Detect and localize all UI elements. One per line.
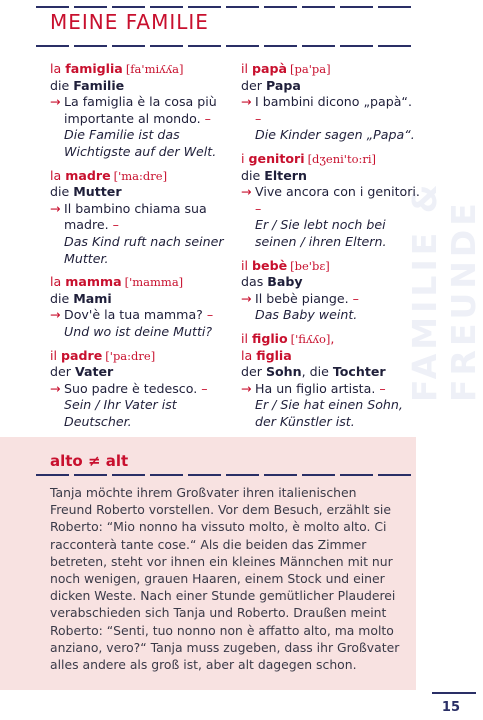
german-article: die: [50, 290, 74, 306]
italian-headword: [241, 61, 421, 78]
dash-separator: –: [204, 110, 211, 126]
italian-headword: [241, 151, 421, 168]
example-sentence: [241, 291, 421, 324]
separator: ,: [330, 330, 335, 346]
italian-word: papà: [252, 61, 288, 76]
chapter-side-label: FAMILIE & FREUNDE: [405, 180, 483, 402]
box-top-dash-rule: [36, 474, 416, 476]
german-word: Papa: [265, 77, 301, 93]
german-article: der: [50, 364, 75, 380]
german-translation: [50, 364, 230, 381]
vocab-entry: [241, 331, 421, 431]
example-sentence: [241, 381, 421, 431]
german-article: der: [241, 77, 266, 93]
italian-word: figlio: [252, 330, 288, 346]
german-article: die: [50, 77, 74, 93]
example-italian: Il bambino chiama sua madre.: [64, 200, 207, 233]
italian-article: il: [241, 330, 253, 346]
german-translation: [241, 274, 421, 291]
example-german: Die Familie ist das Wichtigste auf der Welt.: [64, 127, 217, 159]
dash-separator: –: [379, 380, 386, 396]
example-sentence: [241, 184, 421, 250]
vocab-entry: [241, 258, 421, 324]
italian-article: i: [241, 150, 249, 166]
example-italian: I bambini dicono „papà“.: [255, 94, 412, 110]
example-german: Die Kinder sagen „Papa“.: [255, 127, 415, 143]
example-german: Er / Sie lebt noch bei seinen / ihren Eltern.: [255, 217, 387, 249]
german-word: Baby: [267, 274, 303, 290]
box-title: alto ≠ alt: [50, 452, 129, 470]
ipa-pronunciation: [fa'miʎʎa]: [125, 62, 184, 76]
italian-article: la: [50, 274, 66, 290]
german-article: der: [241, 364, 266, 380]
german-translation: [241, 78, 421, 95]
german-word: Sohn: [265, 364, 302, 380]
german-translation: [50, 184, 230, 201]
italian-word: figlia: [256, 347, 292, 363]
italian-headword: [241, 331, 421, 348]
title-dash-rule: [36, 45, 416, 47]
german-word: Eltern: [264, 167, 307, 183]
german-word: Mutter: [73, 184, 122, 200]
italian-article: il: [50, 347, 62, 363]
dash-separator: –: [352, 290, 359, 306]
vocab-entry: [241, 151, 421, 251]
german-word: Mami: [73, 290, 112, 306]
german-translation: [241, 168, 421, 185]
german-translation: [241, 364, 421, 381]
italian-article: il: [241, 257, 253, 273]
german-word: Familie: [73, 77, 125, 93]
arrow-icon: →: [241, 184, 252, 200]
german-article: die: [50, 184, 74, 200]
italian-word: mamma: [65, 274, 122, 290]
ipa-pronunciation: [dʒeni'to:ri]: [307, 151, 377, 166]
italian-headword: [50, 274, 230, 291]
arrow-icon: →: [50, 200, 61, 216]
top-dash-rule: [36, 6, 416, 8]
italian-word: padre: [61, 347, 103, 363]
example-german: Das Kind ruft nach seiner Mutter.: [64, 233, 224, 266]
example-italian: Suo padre è tedesco.: [64, 380, 198, 396]
vocab-entry: [50, 168, 230, 268]
vocab-entry: [50, 274, 230, 340]
italian-headword-2: [241, 348, 421, 365]
dash-separator: –: [112, 217, 119, 233]
example-sentence: [50, 94, 230, 160]
example-german: Das Baby weint.: [255, 307, 358, 323]
example-italian: Vive ancora con i genitori.: [255, 184, 420, 200]
italian-word: madre: [65, 167, 111, 183]
italian-word: genitori: [248, 150, 305, 166]
vocab-entry: [50, 61, 230, 161]
dash-separator: –: [206, 307, 214, 323]
arrow-icon: →: [50, 94, 61, 110]
german-translation: [50, 291, 230, 308]
dash-separator: –: [255, 110, 262, 126]
example-italian: Ha un figlio artista.: [255, 380, 376, 396]
italian-article: la: [50, 167, 66, 183]
dash-separator: –: [255, 200, 262, 216]
vocab-entry: [50, 348, 230, 431]
example-sentence: [50, 307, 230, 340]
ipa-pronunciation: [be'bɛ]: [290, 258, 330, 273]
arrow-icon: →: [50, 380, 61, 396]
page-number: 15: [441, 700, 460, 715]
italian-word: bebè: [252, 257, 288, 273]
example-german: Und wo ist deine Mutti?: [64, 323, 213, 339]
ipa-pronunciation: [pa'pa]: [290, 62, 331, 76]
italian-article: la: [241, 347, 257, 363]
example-italian: La famiglia è la cosa più importante al mondo.: [64, 94, 217, 126]
example-sentence: [50, 201, 230, 267]
italian-headword: [50, 348, 230, 365]
separator: , die: [301, 364, 333, 380]
italian-headword: [50, 168, 230, 185]
vocab-column-left: [50, 61, 230, 437]
italian-headword: [241, 258, 421, 275]
italian-word: famiglia: [65, 61, 123, 76]
example-sentence: [241, 94, 421, 144]
arrow-icon: →: [50, 307, 61, 323]
arrow-icon: →: [241, 380, 252, 396]
example-german: Er / Sie hat einen Sohn, der Künstler ist.: [255, 397, 403, 429]
ipa-pronunciation: ['ma:dre]: [113, 168, 168, 183]
vocab-column-right: [241, 61, 421, 437]
german-word: Tochter: [332, 364, 386, 380]
page-title: MEINE FAMILIE: [50, 10, 209, 34]
arrow-icon: →: [241, 94, 252, 110]
german-article: die: [241, 167, 265, 183]
example-italian: Il bebè piange.: [255, 290, 349, 306]
ipa-pronunciation: ['pa:dre]: [105, 348, 156, 363]
german-word: Vater: [74, 364, 114, 380]
italian-article: la: [50, 61, 66, 76]
german-translation: [50, 78, 230, 95]
german-article: das: [241, 274, 268, 290]
italian-headword: [50, 61, 230, 78]
ipa-pronunciation: ['fiʎʎo]: [290, 331, 331, 346]
example-german: Sein / Ihr Vater ist Deutscher.: [64, 397, 177, 429]
ipa-pronunciation: ['mamma]: [124, 275, 184, 290]
example-italian: Dov'è la tua mamma?: [64, 307, 203, 323]
vocab-entry: [241, 61, 421, 144]
box-text: Tanja möchte ihrem Großvater ihren italienischen Freund Roberto vorstellen. Vor dem Besuch, erzählt sie Roberto: “Mio nonno ha vissuto molto, è molto alto. Ci racconterà tante cose.“ Als die beiden das Zimmer betreten, steht vor ihnen ein kleines Männchen mit nur noch wenigen, grauen Haaren, einem Stock und einer dicken Weste. Nach einer Stunde gemütlicher Plauderei verabschieden sich Tanja und Roberto. Draußen meint Roberto: “Senti, tuo nonno non è affatto alto, ma molto anziano, vero?“ Tanja muss zugeben, dass ihr Großvater alles andere als groß ist, aber alt dagegen schon.: [50, 485, 400, 673]
arrow-icon: →: [241, 290, 252, 306]
page-number-rule: [432, 692, 476, 694]
dash-separator: –: [201, 380, 208, 396]
italian-article: il: [241, 61, 253, 76]
example-sentence: [50, 381, 230, 431]
